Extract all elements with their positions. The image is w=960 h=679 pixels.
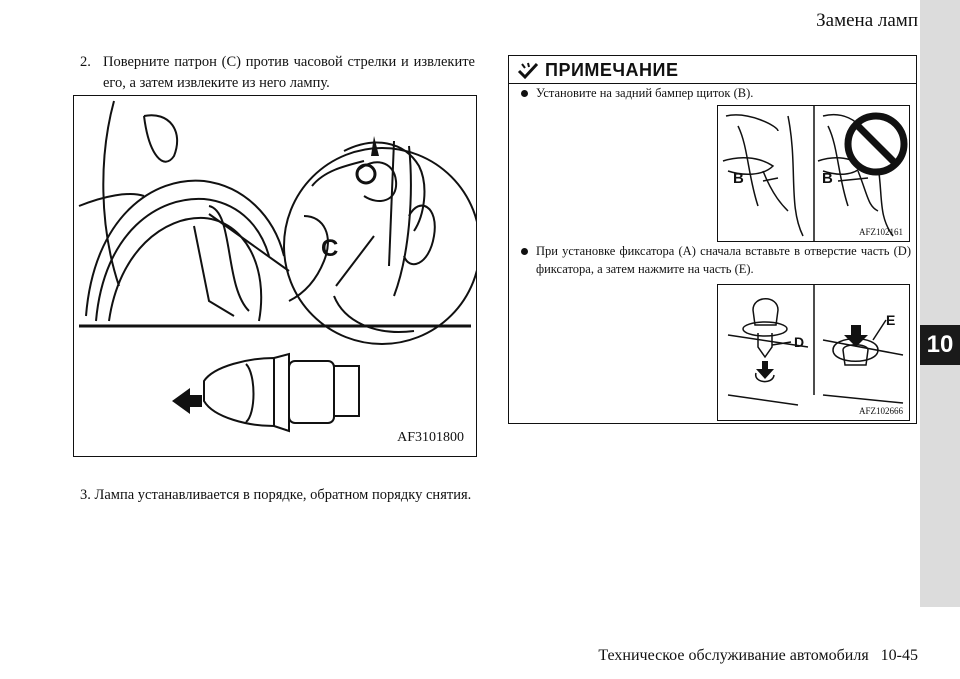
note-title: ПРИМЕЧАНИЕ [545, 60, 679, 80]
figure-code: AF3101800 [397, 430, 464, 445]
clip-install-illustration [718, 285, 909, 420]
bulb-removal-illustration [74, 96, 476, 456]
note-header [517, 60, 678, 81]
step-number: 2. [80, 54, 91, 70]
clip-install-figure [717, 284, 910, 421]
step-2 [80, 52, 475, 94]
callout-label-d: D [794, 334, 805, 350]
note-item-text: При установке фиксатора (A) сначала вставьте в отверстие часть (D) фиксатора, а затем нажмите на часть (E). [536, 244, 911, 276]
page-header-title: Замена ламп [816, 10, 918, 31]
step-number: 3. [80, 487, 91, 503]
step-text: Поверните патрон (C) против часовой стрелки и извлеките его, а затем извлеките из него лампу. [103, 54, 475, 91]
step-3 [80, 485, 500, 506]
note-item-1 [521, 84, 911, 102]
callout-label-c: C [321, 235, 339, 262]
page-footer: Техническое обслуживание автомобиля 10-45 [598, 647, 918, 664]
callout-label-b-left: B [733, 170, 744, 187]
callout-label-e: E [886, 312, 896, 328]
figure-code: AFZ102161 [858, 227, 903, 237]
callout-label-b-right: B [822, 170, 833, 187]
chapter-number-badge: 10 [920, 325, 960, 365]
note-item-2 [521, 242, 911, 278]
step-text: Лампа устанавливается в порядке, обратном порядку снятия. [94, 487, 472, 503]
shield-install-figure [717, 105, 910, 242]
bulb-removal-figure [73, 95, 477, 457]
bullet-icon [521, 248, 528, 255]
bullet-icon [521, 90, 528, 97]
shield-install-illustration [718, 106, 909, 241]
note-item-text: Установите на задний бампер щиток (B). [536, 86, 754, 100]
figure-code: AFZ102666 [858, 406, 903, 416]
chapter-side-tab [920, 0, 960, 607]
note-box [508, 55, 917, 424]
note-check-icon [517, 62, 539, 80]
